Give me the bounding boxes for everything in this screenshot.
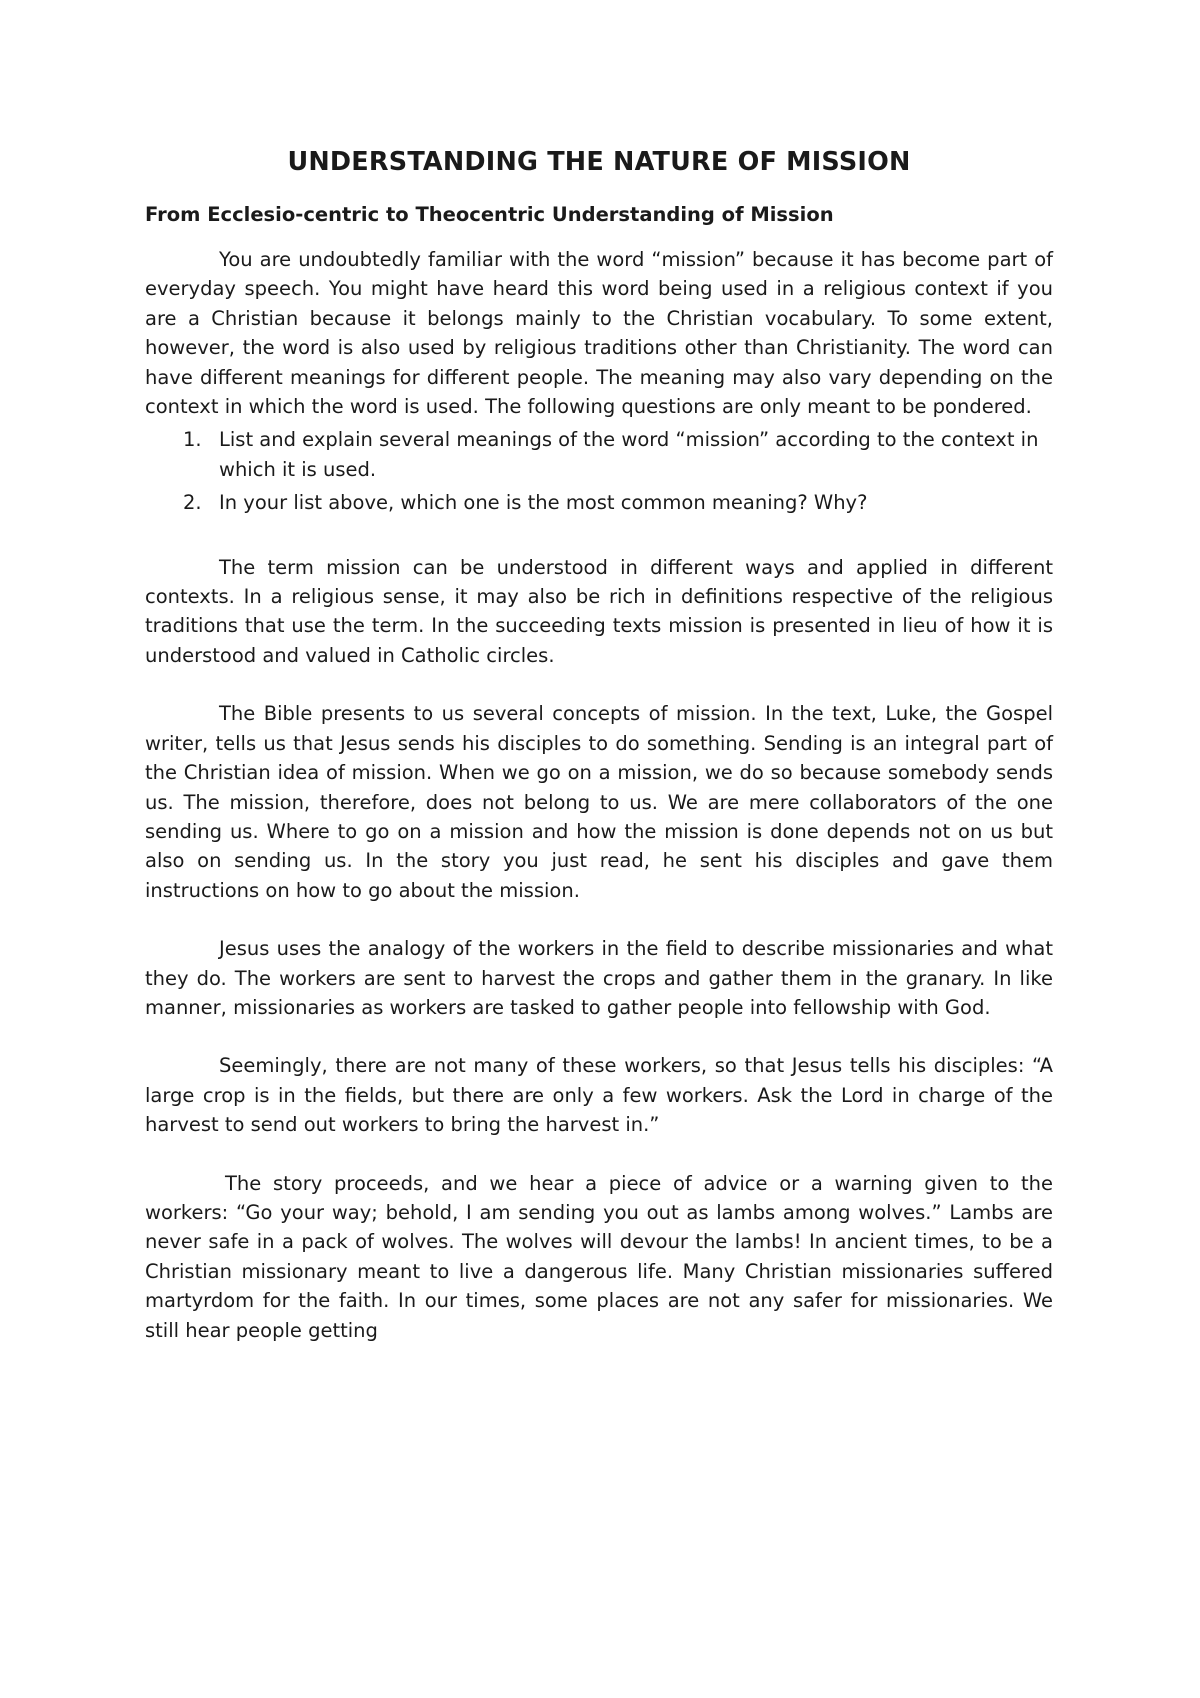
paragraph-lambs-wolves: The story proceeds, and we hear a piece of advice or a warning given to the workers: “Go your way; behold, I am sending you out as lambs among wolves.” Lambs are never safe in a pack of wolves. The wolves will devour the lambs! In ancient times, to be a Christian missionary meant to live a dangerous life. Many Christian missionaries suffered martyrdom for the faith. In our times, some places are not any safer for missionaries. We still hear people getting <box>145 1171 1053 1342</box>
paragraph-bible-concepts: The Bible presents to us several concepts of mission. In the text, Luke, the Gospel writer, tells us that Jesus sends his disciples to do something. Sending is an integral part of the Christian idea of mission. When we go on a mission, we do so because somebody sends us. The mission, therefore, does not belong to us. We are mere collaborators of the one sending us. Where to go on a mission and how the mission is done depends not on us but also on sending us. In the story you just read, he sent his disciples and gave them instructions on how to go about the mission. <box>145 702 1053 902</box>
list-item <box>145 425 1053 484</box>
list-item <box>145 488 1053 517</box>
paragraph-term-mission: The term mission can be understood in different ways and applied in different contexts. In a religious sense, it may also be rich in definitions respective of the religious traditions that use the term. In the succeeding texts mission is presented in lieu of how it is understood and valued in Catholic circles. <box>145 555 1053 667</box>
document-page <box>145 140 1053 1345</box>
paragraph-workers-analogy: Jesus uses the analogy of the workers in the field to describe missionaries and what they do. The workers are sent to harvest the crops and gather them in the granary. In like manner, missionaries as workers are tasked to gather people into fellowship with God. <box>145 937 1053 1019</box>
list-item-number: 1. <box>183 428 202 452</box>
document-title: UNDERSTANDING THE NATURE OF MISSION <box>287 147 911 177</box>
list-item-number: 2. <box>183 491 202 515</box>
list-item-text: List and explain several meanings of the word “mission” according to the context in which it is used. <box>219 428 1039 481</box>
list-item-text: In your list above, which one is the most common meaning? Why? <box>219 491 868 515</box>
question-list <box>145 425 1053 517</box>
section-subheading: From Ecclesio-centric to Theocentric Understanding of Mission <box>145 203 834 226</box>
paragraph-few-workers: Seemingly, there are not many of these workers, so that Jesus tells his disciples: “A large crop is in the fields, but there are only a few workers. Ask the Lord in charge of the harvest to send out workers to bring the harvest in.” <box>145 1054 1053 1137</box>
paragraph-intro: You are undoubtedly familiar with the word “mission” because it has become part of everyday speech. You might have heard this word being used in a religious context if you are a Christian because it belongs mainly to the Christian vocabulary. To some extent, however, the word is also used by religious traditions other than Christianity. The word can have different meanings for different people. The meaning may also vary depending on the context in which the word is used. The following questions are only meant to be pondered. <box>145 248 1053 419</box>
